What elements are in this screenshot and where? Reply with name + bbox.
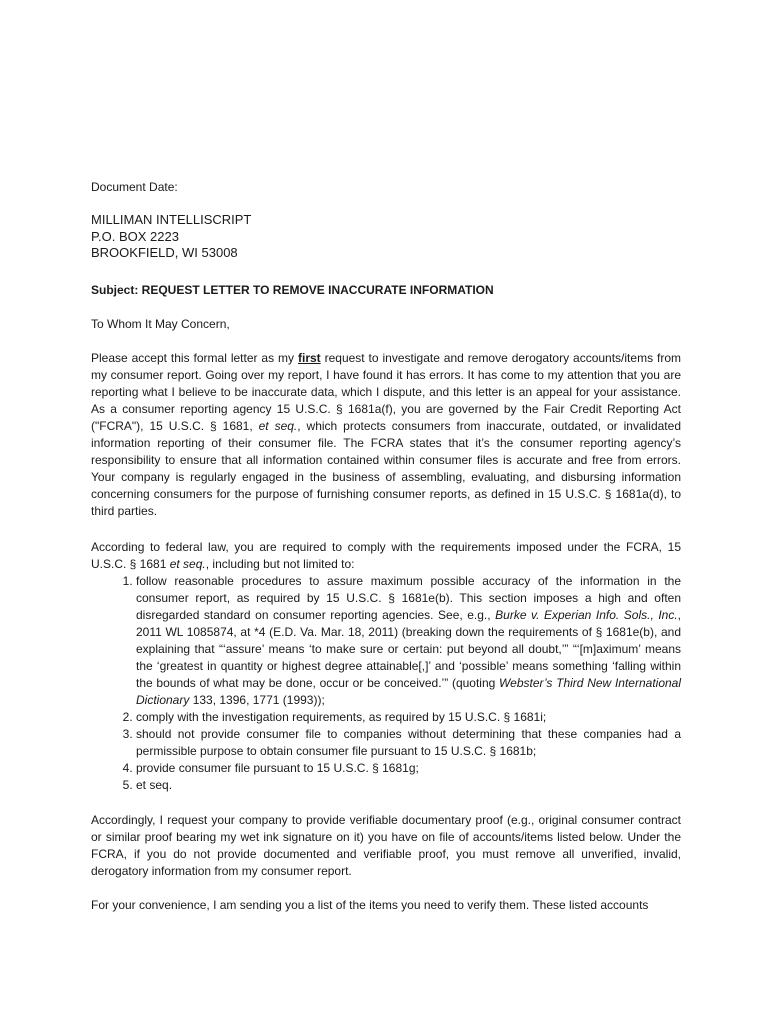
paragraph-intro [91,350,681,520]
paragraph-intro-text-b: request to investigate and remove derogatory accounts/items from my consumer report. Going over my report, I have found it has errors. It has come to my attention that you are reporting what I believe to be inaccurate data, which I dispute, and this letter is an appeal for your assistance. As a consumer reporting agency 15 U.S.C. § 1681a(f), you are governed by the Fair Credit Reporting Act ("FCRA"), 15 U.S.C. § 1681, [91,351,682,433]
first-request-emphasis: first [297,351,321,365]
requirement-1-text-a: follow reasonable procedures to assure maximum possible accuracy of the information in the consumer report, as required by 15 U.S.C. § 1681e(b). This section imposes a high and often disregarded standard on consumer reporting agencies. See, e.g., [136,574,681,622]
case-citation: Burke v. Experian Info. Sols., Inc. [495,608,678,622]
paragraph-proof-request: Accordingly, I request your company to provide verifiable documentary proof (e.g., original consumer contract or similar proof bearing my wet ink signature on it) you have on file of accounts/items listed below. Under the FCRA, if you do not provide documented and verifiable proof, you must remove all unverified, invalid, derogatory information from my consumer report. [91,813,681,878]
paragraph-intro-text-c: , which protects consumers from inaccurate, outdated, or invalidated information reporting of their consumer file. The FCRA states that it’s the consumer reporting agency’s responsibility to ensure that all information contained within consumer files is accurate and free from errors. Your company is regularly engaged in the business of assembling, evaluating, and disbursing information concerning consumers for the purpose of furnishing consumer reports, as defined in 15 U.S.C. § 1681a(d), to third parties. [91,419,681,518]
recipient-name: MILLIMAN INTELLISCRIPT [91,212,252,227]
requirement-item-5: 5. et seq. [136,777,681,794]
requirement-1-text-c: 133, 1396, 1771 (1993)); [189,693,325,707]
requirement-item-3: 3. should not provide consumer file to companies without determining that these companies had a permissible purpose to obtain consumer file pursuant to 15 U.S.C. § 1681b; [136,726,681,760]
salutation: To Whom It May Concern, [91,317,230,331]
document-date-label: Document Date: [91,180,178,194]
requirement-item-1 [136,573,681,709]
requirement-item-2: 2. comply with the investigation requirements, as required by 15 U.S.C. § 1681i; [136,709,681,726]
federal-law-text-b: , including but not limited to: [205,557,355,571]
et-seq-italic: et seq. [258,419,298,433]
recipient-address-line1: P.O. BOX 2223 [91,228,179,244]
dictionary-citation: Webster’s Third New International Dictionary [136,676,682,707]
recipient-address [91,212,681,262]
requirement-1-text-b: , 2011 WL 1085874, at *4 (E.D. Va. Mar. 18, 2011) (breaking down the requirements of § 1681e(b), and explaining that “‘assure’ means ‘to make sure or certain: put beyond all doubt,’” “‘[m]aximum’ means the ‘greatest in quantity or highest degree attainable[,]’ and ‘possible’ means something ‘falling within the bounds of what may be done, occur or be conceived.’” (quoting [136,608,682,690]
subject-line: Subject: REQUEST LETTER TO REMOVE INACCURATE INFORMATION [91,283,494,297]
requirements-list [91,573,681,794]
recipient-address-line2: BROOKFIELD, WI 53008 [91,245,238,260]
requirement-item-4: 4. provide consumer file pursuant to 15 U.S.C. § 1681g; [136,760,681,777]
paragraph-federal-law [91,539,681,794]
paragraph-items-list-intro: For your convenience, I am sending you a list of the items you need to verify them. These listed accounts [91,898,649,912]
federal-law-intro [91,539,681,573]
federal-law-text-a: According to federal law, you are required to comply with the requirements imposed under the FCRA, 15 U.S.C. § 1681 [91,540,681,571]
federal-law-et-seq: et seq. [169,557,206,571]
paragraph-intro-text-a: Please accept this formal letter as my [91,351,298,365]
